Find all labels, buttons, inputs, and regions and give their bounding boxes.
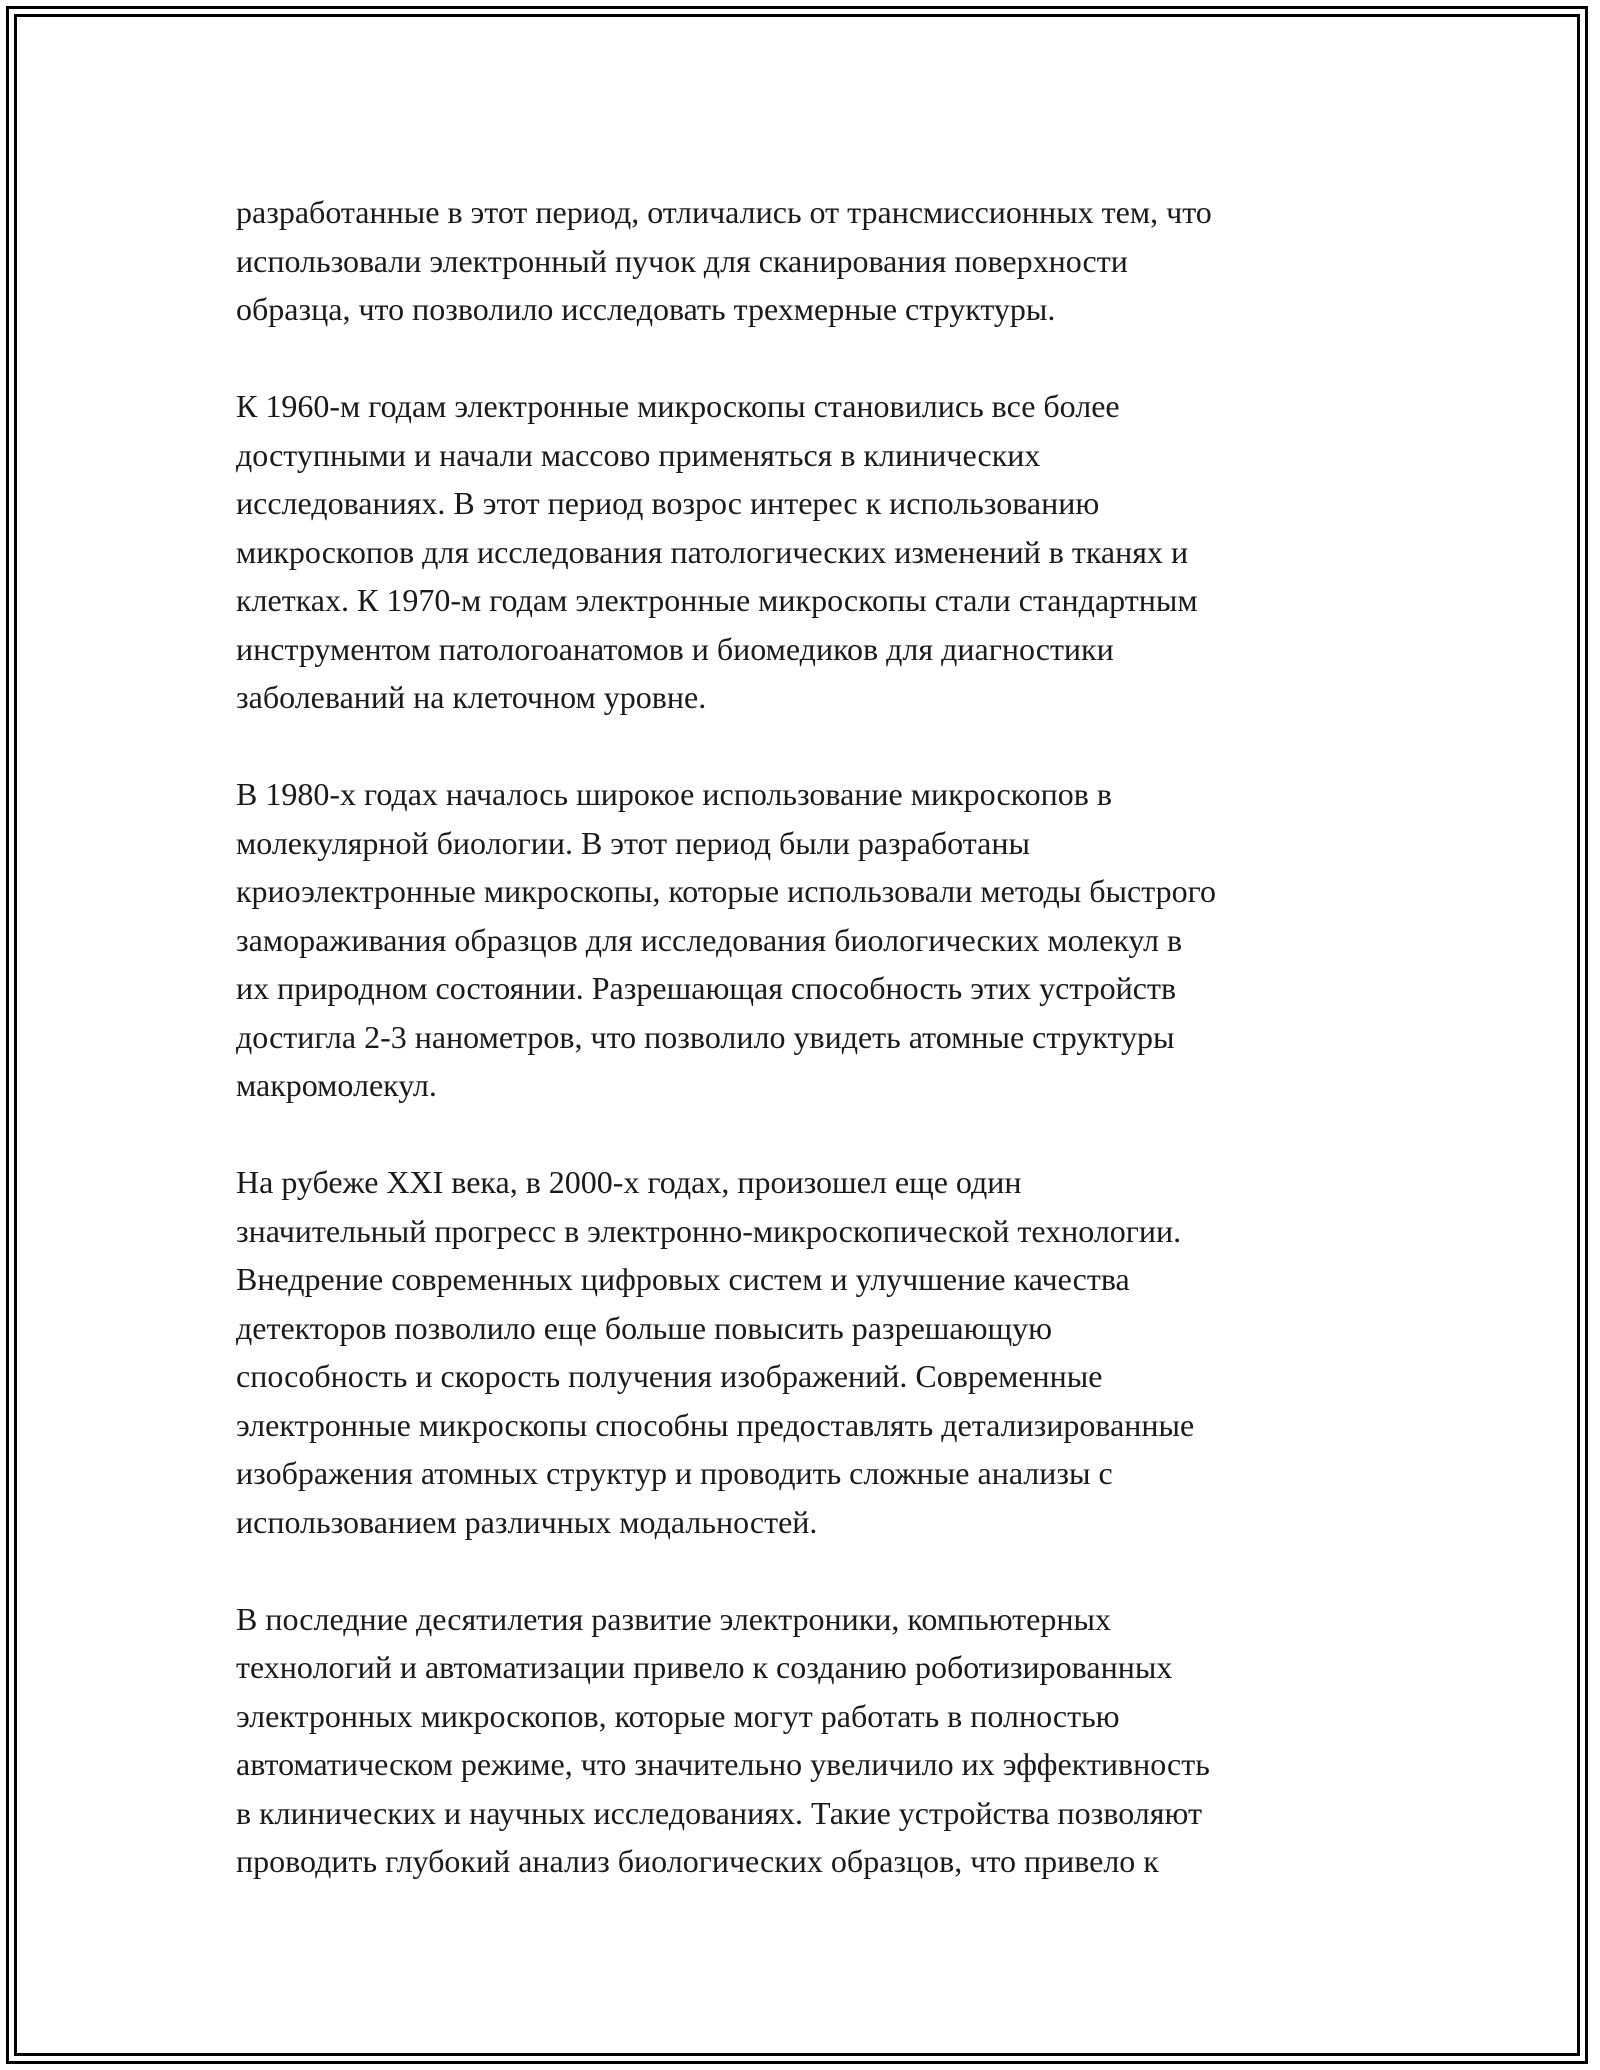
text-line: автоматическом режиме, что значительно увеличило их эффективность bbox=[236, 1746, 1210, 1782]
text-line: достигла 2-3 нанометров, что позволило увидеть атомные структуры bbox=[236, 1018, 1175, 1055]
text-line: замораживания образцов для исследования биологических молекул в bbox=[236, 921, 1183, 958]
text-line: детекторов позволило еще больше повысить разрешающую bbox=[236, 1309, 1053, 1346]
text-line: заболеваний на клеточном уровне. bbox=[236, 679, 707, 715]
text-line: доступными и начали массово применяться в клинических bbox=[236, 436, 1041, 473]
text-line: На рубеже XXI века, в 2000-х годах, произошел еще один bbox=[236, 1164, 1022, 1200]
text-line: микроскопов для исследования патологических изменений в тканях и bbox=[236, 533, 1189, 570]
text-line: проводить глубокий анализ биологических образцов, что привело к bbox=[236, 1843, 1159, 1879]
text-line: способность и скорость получения изображений. Современные bbox=[236, 1358, 1103, 1394]
text-line: макромолекул. bbox=[236, 1067, 437, 1103]
text-line: В 1980-х годах началось широкое использование микроскопов в bbox=[236, 776, 1112, 812]
paragraph-1 bbox=[236, 188, 1396, 334]
document-body bbox=[236, 188, 1396, 1934]
text-line: разработанные в этот период, отличались от трансмиссионных тем, что bbox=[236, 194, 1212, 230]
text-line: использованием различных модальностей. bbox=[236, 1503, 818, 1540]
text-line: клетках. К 1970-м годам электронные микроскопы стали стандартным bbox=[236, 582, 1198, 618]
text-line: инструментом патологоанатомов и биомедиков для диагностики bbox=[236, 630, 1114, 667]
text-line: использовали электронный пучок для сканирования поверхности bbox=[236, 242, 1128, 279]
text-line: электронных микроскопов, которые могут работать в полностью bbox=[236, 1697, 1120, 1734]
text-line: технологий и автоматизации привело к созданию роботизированных bbox=[236, 1649, 1173, 1685]
text-line: электронные микроскопы способны предоставлять детализированные bbox=[236, 1406, 1195, 1443]
text-line: В последние десятилетия развитие электроники, компьютерных bbox=[236, 1600, 1111, 1637]
paragraph-2 bbox=[236, 382, 1396, 722]
text-line: их природном состоянии. Разрешающая способность этих устройств bbox=[236, 970, 1177, 1006]
text-line: криоэлектронные микроскопы, которые использовали методы быстрого bbox=[236, 873, 1216, 909]
text-line: молекулярной биологии. В этот период были разработаны bbox=[236, 824, 1030, 861]
text-line: образца, что позволило исследовать трехмерные структуры. bbox=[236, 291, 1056, 327]
text-line: изображения атомных структур и проводить сложные анализы с bbox=[236, 1455, 1113, 1491]
text-line: исследованиях. В этот период возрос интерес к использованию bbox=[236, 485, 1100, 521]
paragraph-4 bbox=[236, 1158, 1396, 1546]
text-line: в клинических и научных исследованиях. Такие устройства позволяют bbox=[236, 1794, 1202, 1831]
text-line: Внедрение современных цифровых систем и улучшение качества bbox=[236, 1261, 1130, 1297]
paragraph-3 bbox=[236, 770, 1396, 1110]
paragraph-5 bbox=[236, 1595, 1396, 1886]
text-line: значительный прогресс в электронно-микроскопической технологии. bbox=[236, 1212, 1182, 1249]
text-line: К 1960-м годам электронные микроскопы становились все более bbox=[236, 388, 1120, 424]
